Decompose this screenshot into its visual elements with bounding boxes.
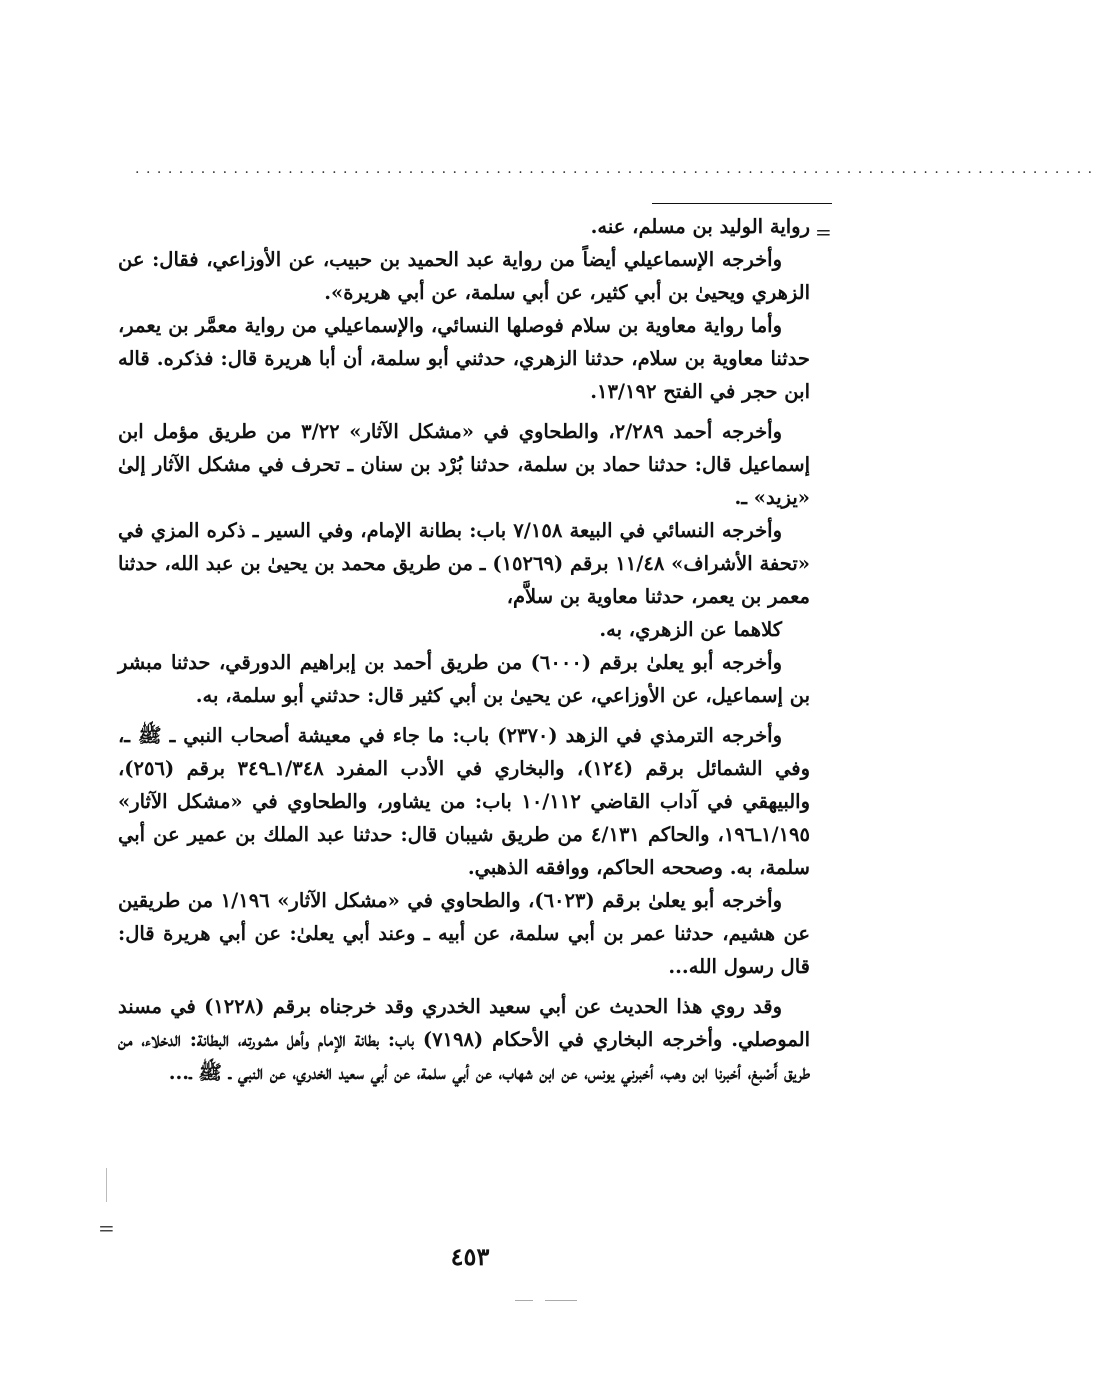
paragraph-4: وأخرجه النسائي في البيعة ٧/١٥٨ باب: بطانة الإمام، وفي السير ـ ذكره المزي في «تحفة الأشراف» ١١/٤٨ برقم (١٥٢٦٩) ـ من طريق محمد بن يحيىٰ بن عبد الله، حدثنا معمر بن يعمر، حدثنا معاوية بن سلاَّم،	[118, 519, 810, 608]
paragraph-1: وأخرجه الإسماعيلي أيضاً من رواية عبد الحميد بن حبيب، عن الأوزاعي، فقال: عن الزهري ويحيىٰ بن أبي كثير، عن أبي سلمة، عن أبي هريرة».	[118, 248, 810, 304]
footnote-rule	[652, 203, 832, 204]
paragraph-5: كلاهما عن الزهري، به.	[599, 618, 782, 641]
scan-mark	[515, 1300, 533, 1301]
paragraph-8: وأخرجه أبو يعلىٰ برقم (٦٠٢٣)، والطحاوي في «مشكل الآثار» ١/١٩٦ من طريقين عن هشيم، حدثنا عمر بن أبي سلمة، عن أبيه ـ وعند أبي يعلىٰ: عن أبي هريرة قال: قال رسول الله...	[118, 889, 810, 978]
paragraph-7: وأخرجه الترمذي في الزهد (٢٣٧٠) باب: ما جاء في معيشة أصحاب النبي ـ ﷺ ـ، وفي الشمائل برقم (١٢٤)، والبخاري في الأدب المفرد ١/٣٤٨ـ٣٤٩ برقم (٢٥٦)، والبيهقي في آداب القاضي ١٠/١١٢ باب: من يشاور، والطحاوي في «مشكل الآثار» ١/١٩٥ـ١٩٦، والحاكم ٤/١٣١ من طريق شيبان قال: حدثنا عبد الملك بن عمير عن أبي سلمة، به. وصححه الحاكم، ووافقه الذهبي.	[118, 724, 811, 879]
continuation-mark-top: =	[815, 220, 832, 244]
paragraph-6: وأخرجه أبو يعلىٰ برقم (٦٠٠٠) من طريق أحمد بن إبراهيم الدورقي، حدثنا مبشر بن إسماعيل، عن الأوزاعي، عن يحيىٰ بن أبي كثير قال: حدثني أبو سلمة، به.	[118, 651, 810, 707]
paragraph-2: وأما رواية معاوية بن سلام فوصلها النسائي، والإسماعيلي من رواية معمَّر بن يعمر، حدثنا معاوية بن سلام، حدثنا الزهري، حدثني أبو سلمة، أن أبا هريرة قال: فذكره. قاله ابن حجر في الفتح ١٣/١٩٢.	[118, 314, 810, 403]
margin-mark	[106, 1168, 107, 1202]
footnote-divider-dots: ........................................................................................	[135, 161, 1099, 177]
paragraph-3: وأخرجه أحمد ٢/٢٨٩، والطحاوي في «مشكل الآثار» ٣/٢٢ من طريق مؤمل ابن إسماعيل قال: حدثنا حماد بن سلمة، حدثنا بُرْد بن سنان ـ تحرف في مشكل الآثار إلىٰ «يزيد» ـ.	[118, 420, 810, 509]
scan-mark	[545, 1300, 577, 1301]
page-number: ٤٥٣	[450, 1242, 490, 1271]
footnote-text	[118, 210, 810, 1089]
continuation-mark-bottom: =	[98, 1216, 115, 1240]
paragraph-0: رواية الوليد بن مسلم، عنه.	[590, 215, 810, 238]
paragraph-9: وقد روي هذا الحديث عن أبي سعيد الخدري وقد خرجناه برقم (١٢٢٨) في مسند الموصلي. وأخرجه البخاري في الأحكام (٧١٩٨) باب: بطانة الإمام وأهل مشورته، البطانة: الدخلاء، من طريق أَصْبغ، أخبرنا ابن وهب، أخبرني يونس، عن ابن شهاب، عن أبي سلمة، عن أبي سعيد الخدري، عن النبي ـ ﷺ ـ...	[118, 995, 810, 1084]
